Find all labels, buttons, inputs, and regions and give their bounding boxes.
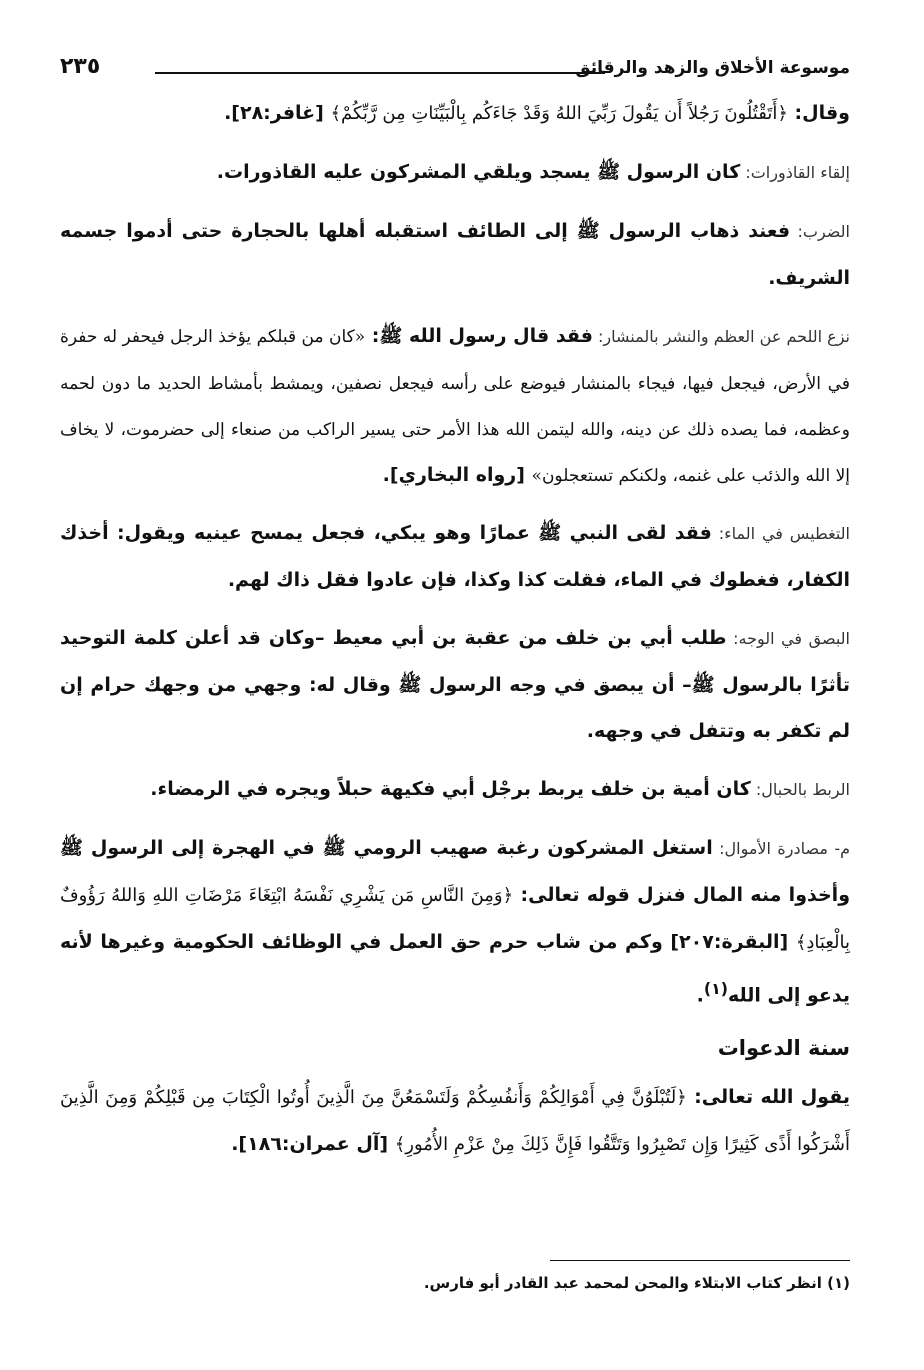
- running-title: موسوعة الأخلاق والزهد والرقائق: [575, 58, 850, 78]
- verse-reference: [البقرة:٢٠٧]: [662, 931, 796, 953]
- footnote: (١) انظر كتاب الابتلاء والمحن لمحمد عبد القادر أبو فارس.: [423, 1274, 850, 1292]
- paragraph-text-continued: وكم من شاب حرم حق العمل في الوظائف الحكومية وغيرها لأنه يدعو إلى الله: [60, 931, 850, 1007]
- section-heading: سنة الدعوات: [717, 1036, 850, 1061]
- quran-verse: ﴿أَتَقْتُلُونَ رَجُلاً أَن يَقُولَ رَبِّيَ اللهُ وَقَدْ جَاءَكُم بِالْبَيِّنَاتِ مِن رَّبِّكُمْ﴾: [330, 103, 788, 124]
- page-number: ٢٣٥: [60, 54, 101, 79]
- paragraph-beating: [60, 208, 850, 301]
- paragraph-term: الربط بالحبال:: [750, 780, 850, 799]
- page-header: [60, 50, 850, 90]
- paragraph-lead: يقول الله تعالى:: [686, 1086, 850, 1109]
- paragraph-term: البصق في الوجه:: [726, 629, 850, 648]
- paragraph-text: كان الرسول ﷺ يسجد ويلقي المشركون عليه القاذورات.: [216, 161, 741, 183]
- footnote-marker: (١): [703, 979, 728, 998]
- quran-verse: ﴿وَمِنَ النَّاسِ مَن يَشْرِي نَفْسَهُ ابْتِغَاءَ مَرْضَاتِ اللهِ وَاللهُ رَؤُوفٌ بِالْعِبَادِ﴾: [60, 885, 850, 953]
- paragraph-text: فقد لقى النبي ﷺ عمارًا وهو يبكي، فجعل يمسح عينيه ويقول: أخذك الكفار، فغطوك في الماء، فقلت كذا وكذا، فإن عادوا فقل ذاك لهم.: [60, 522, 850, 591]
- paragraph-term: التغطيس في الماء:: [711, 524, 850, 543]
- paragraph-term: إلقاء القاذورات:: [740, 163, 850, 182]
- verse-reference: [آل عمران:١٨٦].: [231, 1133, 395, 1156]
- paragraph-quote-al-imran: [60, 1074, 850, 1168]
- paragraph-quote-ghafir: [60, 90, 850, 137]
- footnote-divider: [550, 1260, 850, 1261]
- paragraph-lead: وقال:: [787, 102, 850, 124]
- paragraph-text: فعند ذهاب الرسول ﷺ إلى الطائف استقبله أهلها بالحجارة حتى أدموا جسمه الشريف.: [60, 220, 850, 289]
- quran-verse: ﴿لَتُبْلَوُنَّ فِي أَمْوَالِكُمْ وَأَنفُسِكُمْ وَلَتَسْمَعُنَّ مِنَ الَّذِينَ أُوتُوا الْكِتَابَ مِن قَبْلِكُمْ وَمِنَ الَّذِينَ أَشْرَكُوا أَذًى كَثِيرًا وَإِن تَصْبِرُوا وَتَتَّقُوا فَإِنَّ ذَلِكَ مِنْ عَزْمِ الأُمُورِ﴾: [60, 1087, 850, 1156]
- book-page: [60, 50, 851, 1292]
- paragraph-confiscation: [60, 825, 850, 1018]
- paragraph-dunking-water: [60, 510, 850, 603]
- paragraph-text: طلب أبي بن خلف من عقبة بن أبي معيط –وكان قد أعلن كلمة التوحيد تأثرًا بالرسول ﷺ– أن يبصق في وجه الرسول ﷺ وقال له: وجهي من وجهك حرام إن لم تكفر به وتتفل في وجهه.: [60, 627, 850, 742]
- paragraph-lead: فقد قال رسول الله ﷺ:: [365, 325, 593, 347]
- paragraph-term: نزع اللحم عن العظم والنشر بالمنشار:: [592, 327, 850, 346]
- paragraph-term: م- مصادرة الأموال:: [712, 839, 851, 858]
- paragraph-end: .: [696, 984, 704, 1007]
- paragraph-text: استغل المشركون رغبة صهيب الرومي ﷺ في الهجرة إلى الرسول ﷺ وأخذوا منه المال فنزل قوله تعالى:: [60, 837, 850, 906]
- paragraph-spitting: [60, 615, 850, 754]
- verse-reference: [غافر:٢٨].: [224, 102, 331, 124]
- paragraph-text: كان أمية بن خلف يربط برجْل أبي فكيهة حبلاً ويجره في الرمضاء.: [150, 778, 751, 800]
- hadith-reference: [رواه البخاري].: [382, 464, 532, 486]
- paragraph-tying-ropes: [60, 766, 850, 813]
- paragraph-term: الضرب:: [790, 222, 850, 241]
- hadith-quote: «كان من قبلكم يؤخذ الرجل فيحفر له حفرة في الأرض، فيجعل فيها، فيجاء بالمنشار فيوضع على رأسه فيجعل نصفين، ويمشط بأمشاط الحديد ما دون لحمه وعظمه، فما يصده ذلك عن دينه، والله ليتمن الله هذا الأمر حتى يسير الراكب من صنعاء إلى حضرموت، لا يخاف إلا الله والذئب على غنمه، ولكنكم تستعجلون»: [60, 327, 850, 486]
- header-rule: [155, 72, 605, 74]
- paragraph-throwing-filth: [60, 149, 850, 196]
- paragraph-combing-flesh: [60, 313, 850, 498]
